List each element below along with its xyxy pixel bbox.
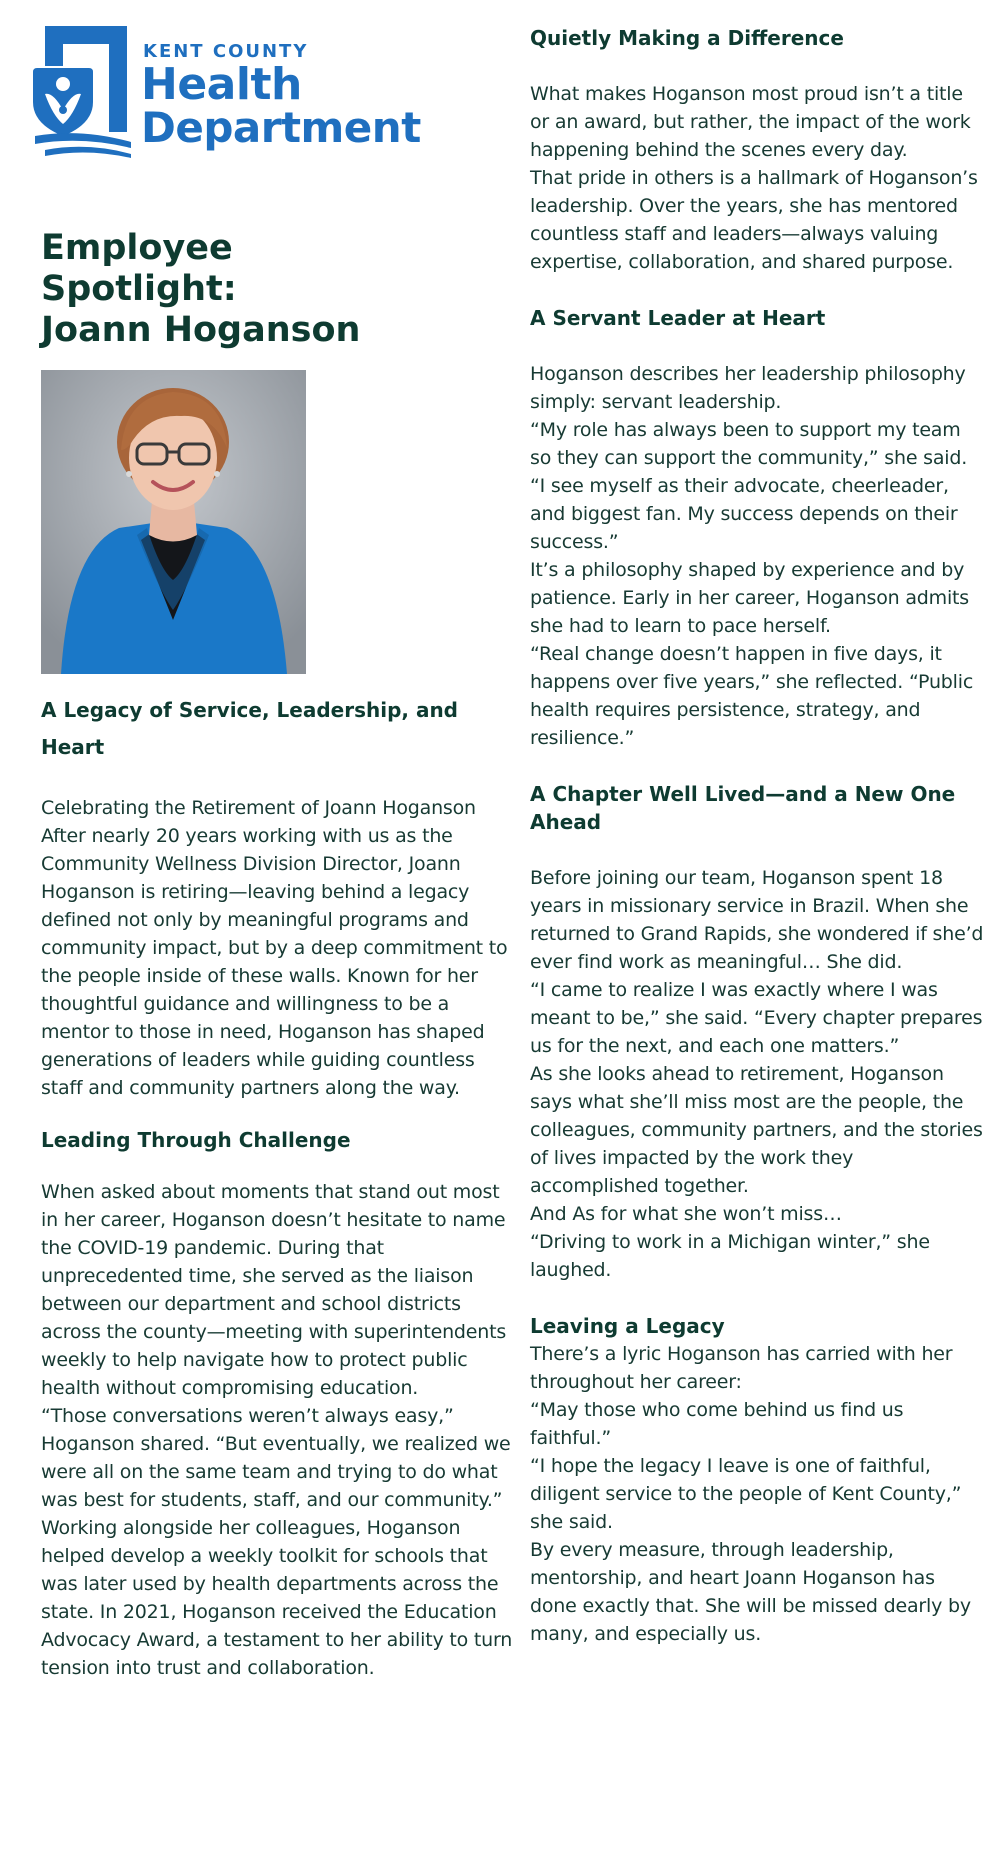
spacer <box>530 1284 985 1312</box>
spacer <box>530 752 985 780</box>
servant-paragraph-3: It’s a philosophy shaped by experience and by patience. Early in her career, Hoganson admits she had to learn to pace herself. <box>530 559 969 637</box>
subtitle-paragraph: Celebrating the Retirement of Joann Hoganson <box>41 797 476 819</box>
chapter-paragraph-2: “I came to realize I was exactly where I was meant to be,” she said. “Every chapter prepares us for the next, and each one matters.” <box>530 979 983 1057</box>
right-column <box>530 24 985 1648</box>
section-heading-leaving-legacy: Leaving a Legacy <box>530 1314 725 1338</box>
legacy-paragraph-2: “May those who come behind us find us faithful.” <box>530 1399 904 1449</box>
intro-paragraph: After nearly 20 years working with us as the Community Wellness Division Director, Joann Hoganson is retiring—leaving behind a legacy defined not only by meaningful programs and community impact, but by a deep commitment to the people inside of these walls. Known for her thoughtful guidance and willingness to be a mentor to those in need, Hoganson has shaped generations of leaders while guiding countless staff and community partners along the way. <box>41 825 508 1099</box>
section-heading-chapter: A Chapter Well Lived—and a New One Ahead <box>530 782 956 834</box>
legacy-paragraph-1: There’s a lyric Hoganson has carried with her throughout her career: <box>530 1343 953 1393</box>
health-department-logo-icon <box>31 24 141 159</box>
logo-health-text: Health <box>141 59 302 110</box>
left-column <box>41 24 516 1682</box>
portrait-photo <box>41 370 306 674</box>
section-heading-difference: Quietly Making a Difference <box>530 26 844 50</box>
chapter-paragraph-3: As she looks ahead to retirement, Hoganson says what she’ll miss most are the people, the colleagues, community partners, and the stories of lives impacted by the work they accomplished together. <box>530 1063 983 1197</box>
challenge-paragraph-1: When asked about moments that stand out most in her career, Hoganson doesn’t hesitate to name the COVID-19 pandemic. During that unprecedented time, she served as the liaison between our department and school districts across the county—meeting with superintendents weekly to help navigate how to protect public health without compromising education. <box>41 1181 507 1399</box>
page-title <box>41 228 516 351</box>
legacy-paragraph-4: By every measure, through leadership, mentorship, and heart Joann Hoganson has done exactly that. She will be missed dearly by many, and especially us. <box>530 1539 971 1645</box>
spacer <box>41 1102 516 1122</box>
servant-paragraph-1: Hoganson describes her leadership philosophy simply: servant leadership. <box>530 363 966 413</box>
spacer <box>530 836 985 864</box>
spacer <box>530 52 985 80</box>
legacy-paragraph-3: “I hope the legacy I leave is one of faithful, diligent service to the people of Kent County,” she said. <box>530 1455 962 1533</box>
spacer <box>41 1158 516 1178</box>
portrait-photo-illustration <box>41 370 306 674</box>
title-line-2: Spotlight: <box>41 269 237 309</box>
challenge-paragraph-3: Working alongside her colleagues, Hoganson helped develop a weekly toolkit for schools that was later used by health departments across the state. In 2021, Hoganson received the Education Advocacy Award, a testament to her ability to turn tension into trust and collaboration. <box>41 1517 513 1679</box>
spacer <box>41 766 516 794</box>
chapter-paragraph-1: Before joining our team, Hoganson spent 18 years in missionary service in Brazil. When she returned to Grand Rapids, she wondered if she’d ever find work as meaningful… She did. <box>530 867 984 973</box>
kent-county-health-logo <box>41 24 516 164</box>
logo-department-text: Department <box>141 103 421 152</box>
challenge-paragraph-2: “Those conversations weren’t always easy,” Hoganson shared. “But eventually, we realized we were all on the same team and trying to do what was best for students, staff, and our community.” <box>41 1405 511 1511</box>
logo-county-text: KENT COUNTY <box>143 41 309 62</box>
chapter-paragraph-4: And As for what she won’t miss… <box>530 1203 842 1225</box>
chapter-paragraph-5: “Driving to work in a Michigan winter,” she laughed. <box>530 1231 930 1281</box>
difference-paragraph-1: What makes Hoganson most proud isn’t a title or an award, but rather, the impact of the work happening behind the scenes every day. <box>530 83 971 161</box>
difference-paragraph-2: That pride in others is a hallmark of Hoganson’s leadership. Over the years, she has mentored countless staff and leaders—always valuing expertise, collaboration, and shared purpose. <box>530 167 978 273</box>
title-line-1: Employee <box>41 228 233 268</box>
servant-paragraph-4: “Real change doesn’t happen in five days, it happens over five years,” she reflected. “Public health requires persistence, strategy, and resilience.” <box>530 643 974 749</box>
title-line-3: Joann Hoganson <box>41 310 361 350</box>
spacer <box>530 332 985 360</box>
section-heading-legacy: A Legacy of Service, Leadership, and Heart <box>41 698 459 759</box>
section-heading-challenge: Leading Through Challenge <box>41 1128 351 1152</box>
section-heading-servant: A Servant Leader at Heart <box>530 306 826 330</box>
spacer <box>530 276 985 304</box>
servant-paragraph-2: “My role has always been to support my team so they can support the community,” she said. “I see myself as their advocate, cheerleader, and biggest fan. My success depends on their success.” <box>530 419 968 553</box>
